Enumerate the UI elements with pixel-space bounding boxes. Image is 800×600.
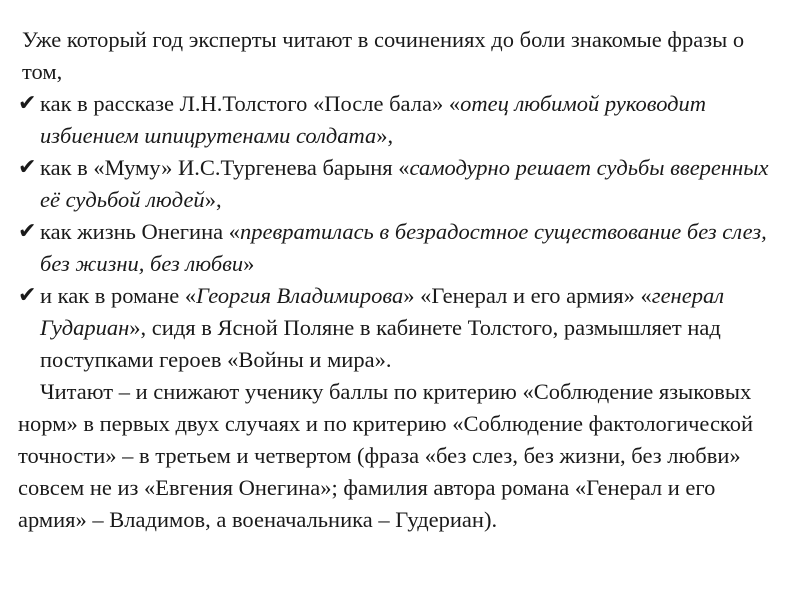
item-text: » «Генерал и его армия» « (403, 283, 652, 308)
item-text: как в «Муму» И.С.Тургенева барыня « (40, 155, 410, 180)
list-item (18, 88, 782, 152)
conclusion-text: Читают – и снижают ученику баллы по критерию «Соблюдение языковых норм» в первых двух случаях и по критерию «Соблюдение фактологической точности» – в третьем и четвертом (фраза «без слез, без жизни, без любви» совсем не из «Евгения Онегина»; фамилия автора романа «Генерал и его армия» – Владимов, а военачальника – Гудериан). (18, 379, 754, 532)
item-quote: превратилась в безрадостное существование без слез, без жизни, без любви (40, 219, 767, 276)
item-quote: самодурно решает судьбы вверенных её судьбой людей (40, 155, 769, 212)
item-quote: генерал Гудариан (40, 283, 725, 340)
check-mark-icon: ✔ (18, 155, 37, 180)
item-text: », сидя в Ясной Поляне в кабинете Толстого, размышляет над поступками героев «Войны и мира». (40, 315, 721, 372)
intro-text: Уже который год эксперты читают в сочинениях до боли знакомые фразы о том, (22, 27, 745, 84)
check-list (18, 88, 782, 376)
list-item (18, 216, 782, 280)
item-text: и как в романе « (40, 283, 197, 308)
item-text: как в рассказе Л.Н.Толстого «После бала» « (40, 91, 461, 116)
item-text: », (376, 123, 394, 148)
check-mark-icon: ✔ (18, 219, 37, 244)
item-text: » (243, 251, 255, 276)
item-text: », (204, 187, 222, 212)
list-item (18, 280, 782, 376)
item-quote: отец любимой руководит избиением шпицрутенами солдата (40, 91, 707, 148)
check-mark-icon: ✔ (18, 91, 37, 116)
item-quote: Георгия Владимирова (196, 283, 404, 308)
list-item (18, 152, 782, 216)
check-mark-icon: ✔ (18, 283, 37, 308)
item-text: как жизнь Онегина « (40, 219, 240, 244)
